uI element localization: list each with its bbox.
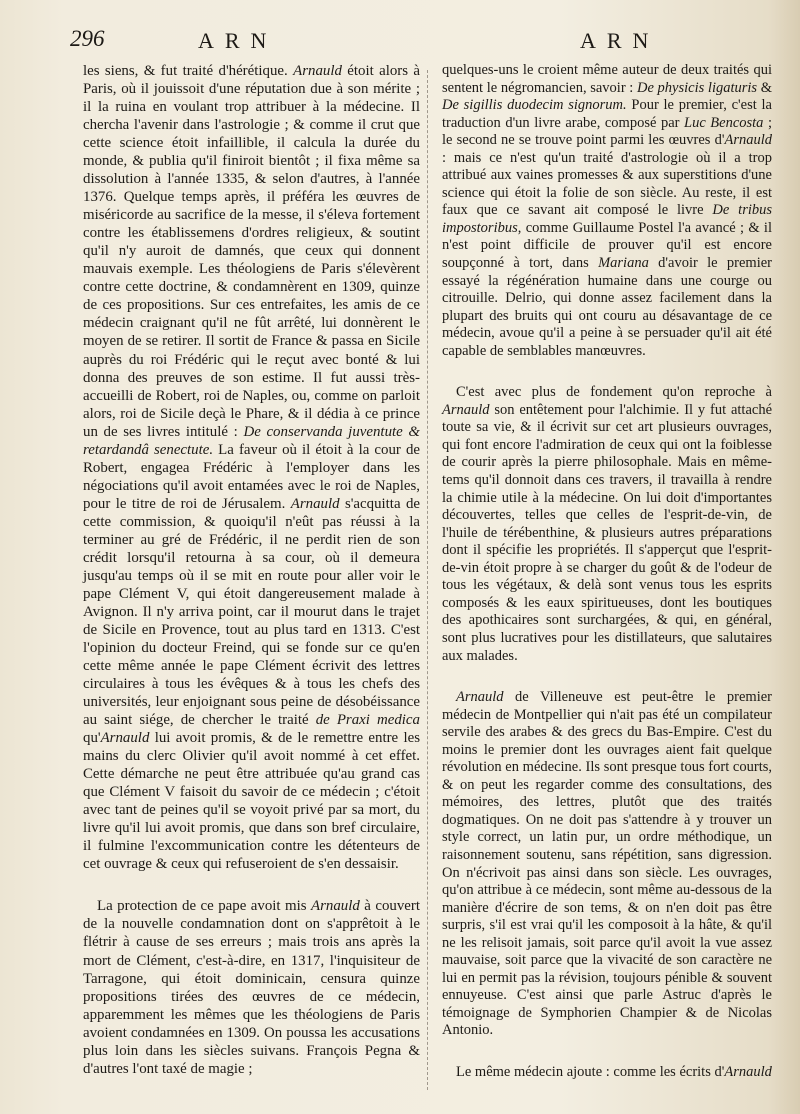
paragraph xyxy=(83,897,420,1077)
italic-run: Arnauld xyxy=(310,898,360,915)
running-head-left: ARN xyxy=(198,28,278,53)
text-run: à couvert de la nouvelle condamnation dont on s'apprêtoit à le flétrir à cause de ses erreurs ; mais trois ans après la mort de Clément, c'est-à-dire, en 1317, l'inquisiteur de Tarragone, qui étoit dominicain, censura quinze propositions tirées des œuvres de ce médecin, apparemment les mêmes que les théologiens de Paris avoient condamnées en 1309. On poussa les accusations plus loin dans les siècles suivans. François Pegna & d'autres l'ont taxé de magie ; xyxy=(83,898,420,1077)
running-head-right: ARN xyxy=(580,28,660,53)
paragraph xyxy=(442,62,772,360)
right-column xyxy=(442,62,772,1082)
text-run: les siens, & fut traité d'hérétique. xyxy=(83,63,294,79)
italic-run: Arnauld xyxy=(290,495,340,512)
text-run: Le même médecin ajoute : comme les écrits d' xyxy=(456,1063,725,1080)
text-run: qu' xyxy=(83,730,101,747)
text-run: étoit alors à Paris, où il jouissoit d'une réputation due à son mérite ; il la ruina en voulant trop attribuer à la médecine. Il chercha l'avenir dans l'astrologie ; & comme il crut que cette science étoit infaillible, il calcula la durée du monde, & publia qu'il finiroit bientôt ; il fixa même sa dissolution à l'année 1335, & selon d'autres, à l'année 1376. Quelque temps après, il préféra les œuvres de miséricorde au sacrifice de la messe, il s'éleva fortement contre les établissemens d'ordres religieux, & soutint qu'il n'y auroit de damnés, que ceux qui donnent mauvais exemple. Les théologiens de Paris s'élevèrent contre cette doctrine, & condamnèrent en 1309, quinze de ces propositions. Sur ces entrefaites, les amis de ce médecin craignant qu'il ne fût arrêté, lui donnèrent le moyen de se retirer. Il sortit de France & passa en Sicile auprès du roi Frédéric qui le reçut avec bonté & lui donna des preuves de son estime. Il fut aussi très-accueilli de Robert, roi de Naples, ou, comme on parloit alors, roi de Sicile deçà le Phare, & il dédia à ce prince un de ses livres intitulé : xyxy=(83,63,420,440)
text-run: , comme Guillaume Postel l'a avancé ; & il n'est point difficile de prouver qu'il est encore soupçonné à tort, dans xyxy=(442,219,772,272)
italic-run: Arnauld xyxy=(442,401,490,418)
paragraph xyxy=(442,384,772,665)
italic-run: De conservanda juventute & retardandâ senectute. xyxy=(83,423,420,458)
italic-run: De sigillis duodecim signorum. xyxy=(442,97,627,114)
text-run: & xyxy=(757,79,773,96)
italic-run: Arnauld xyxy=(100,730,150,747)
text-run: C'est avec plus de fondement qu'on reproche à xyxy=(456,384,772,401)
italic-run: De physicis ligaturis xyxy=(637,79,758,96)
paragraph xyxy=(442,1064,772,1082)
text-run: La faveur où il étoit à la cour de Robert, engagea Frédéric à l'employer dans les négociations qu'il avoit entamées avec le roi de Naples, pour le titre de roi de Jérusalem. xyxy=(83,441,421,512)
text-run: d'avoir le premier essayé la régénération humaine dans une courge ou citrouille. Delrio, qui donne assez facilement dans la plupart des bruits qui ont couru au désavantage de ce médecin, avoue qu'il a peine à se persuader qu'il ait été capable de semblables manœuvres. xyxy=(442,255,772,359)
italic-run: De tribus impostoribus xyxy=(442,202,773,236)
italic-run: Arnauld xyxy=(293,63,342,79)
italic-run: de Praxi medica xyxy=(315,712,420,729)
text-run: s'acquitta de cette commission, & quoiqu'il n'eût pas réussi à la terminer au gré de Frédéric, il ne perdit rien de son crédit lorsqu'il retourna à sa cour, où il demeura jusqu'au temps où il se mit en route pour aller voir le pape Clément V, qui étoit dangereusement malade à Avignon. Il n'y arriva point, car il mourut dans le trajet de Sicile en Provence, tout au plus tard en 1313. C'est l'opinion du docteur Freind, qui se fonde sur ce qu'en cette même année le pape Clément écrivit des lettres circulaires à tous les évêques & à tous les chefs des universités, leur enjoignant sous peine de désobéissance au saint siége, de chercher le traité xyxy=(83,495,421,729)
text-run: quelques-uns le croient même auteur de deux traités qui sentent le négromancien, savoir : xyxy=(442,62,772,96)
text-run: de Villeneuve est peut-être le premier médecin de Montpellier qui n'ait pas été un compilateur servile des arabes & des grecs du Bas-Empire. C'est du moins le premier dont les ouvrages aient fait quelque révolution en médecine. Ils sont presque tous fort courts, & on peut les regarder comme des consultations, des mémoires, des lettres, plutôt que des traités dogmatiques. On ne doit pas s'attendre à y trouver un style correct, un latin pur, un ordre méthodique, un raisonnement soutenu, sans répétition, sans digression. On n'écrivoit pas ainsi dans son siècle. Les ouvrages, qu'on attribue à ce médecin, sont même au-dessous de la manière d'écrire de son tems, & on n'en doit pas être surpris, s'il est vrai qu'il les composoit à la hâte, & qu'il ne les relisoit jamais, soit parce qu'il avoit la vue assez mauvaise, soit parce que la vivacité de son caractère ne lui en permit pas la révision, toujours pénible & souvent ennuyeuse. C'est ainsi que parle Astruc d'après le témoignage de Symphorien Champier & de Nicolas Antonio. xyxy=(442,689,772,1039)
text-run: Pour le premier, c'est la traduction d'un livre arabe, composé par xyxy=(442,97,772,131)
text-run: ; le second ne se trouve point parmi les œuvres d' xyxy=(442,114,772,149)
paragraph xyxy=(83,62,420,873)
italic-run: Luc Bencosta xyxy=(684,114,764,131)
paragraph xyxy=(442,689,772,1040)
italic-run: Mariana xyxy=(598,255,649,272)
italic-run: Arnauld xyxy=(724,1063,772,1080)
page-number: 296 xyxy=(70,26,105,51)
page-header xyxy=(70,26,780,62)
column-divider xyxy=(427,70,428,1090)
text-run: son entêtement pour l'alchimie. Il y fut attaché toute sa vie, & il écrivit sur cet art plusieurs ouvrages, qui font encore l'admiration de ceux qui ont la foiblesse de courir après la pierre philosophale. Mais en même-tems qu'il donnoit dans ces travers, il travailla à rendre la chimie utile à la médecine. On lui doit d'importantes découvertes, telles que celles de l'esprit-de-vin, de l'huile de térébenthine, & plusieurs autres préparations dont il spécifie les propriétés. Il s'apperçut que l'esprit-de-vin étoit propre à se charger du goût & de l'odeur de tous les végétaux, & delà sont venus tous les esprits composés & les eaux spiritueuses, dont les boutiques des apothicaires sont surchargées, & qui, en général, sont plus lucratives pour les distillateurs, que salutaires aux malades. xyxy=(442,401,772,664)
italic-run: Arnauld xyxy=(724,132,772,149)
italic-run: Arnauld xyxy=(456,689,504,706)
text-run: La protection de ce pape avoit mis xyxy=(97,898,311,915)
left-column xyxy=(83,62,420,1078)
text-run: lui avoit promis, & de le remettre entre les mains du clerc Olivier qu'il avoit nommé à cet effet. Cette démarche ne peut être attribuée qu'au grand cas que Clément V faisoit du savoir de ce médecin ; c'étoit avec tant de peines qu'il se voyoit privé par sa mort, du livre qu'il lui avoit promis, que dans son bref circulaire, il fulmine l'excommunication contre les détenteurs de cet ouvrage & ceux qui refuseroient de s'en dessaisir. xyxy=(83,730,420,873)
text-run: : mais ce n'est qu'un traité d'astrologie où il a trop attribué aux vaines promesses & aux superstitions d'une science qui étoit la folie de son siècle. Au reste, il est faux que ce savant ait composé le livre xyxy=(442,149,772,219)
